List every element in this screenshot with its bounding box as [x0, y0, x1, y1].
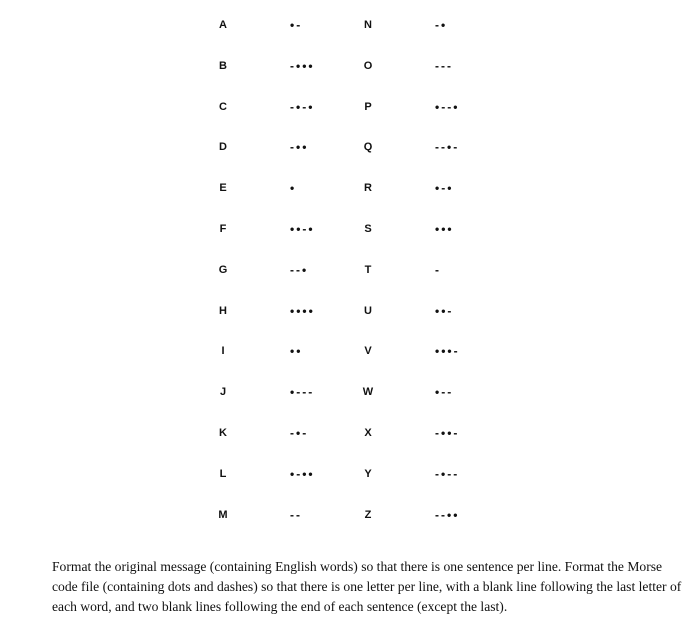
letter-right-cell: P [364, 100, 372, 113]
letter-left-cell: B [219, 59, 227, 72]
code-left-cell: •••• [290, 303, 315, 318]
letter-right-cell: W [362, 386, 374, 399]
letter-right-cell: N [364, 19, 372, 31]
letter-left-cell: G [218, 263, 228, 276]
letter-left-cell: H [219, 304, 227, 317]
code-left-cell: -•- [290, 426, 309, 440]
letter-left-cell: L [219, 467, 227, 480]
code-left-cell: •• [290, 344, 303, 359]
letter-right-cell: U [364, 304, 372, 317]
code-right-cell: •-- [435, 385, 454, 400]
letter-right-cell: S [364, 223, 372, 235]
letter-right-cell: T [364, 263, 372, 276]
morse-row [0, 56, 700, 76]
letter-right-cell: O [363, 59, 373, 72]
morse-row [0, 15, 700, 35]
morse-row [0, 382, 700, 402]
code-left-cell: ••-• [290, 222, 315, 236]
code-right-cell: - [435, 262, 441, 277]
morse-row [0, 341, 700, 361]
code-right-cell: --•• [435, 507, 460, 522]
code-right-cell: --- [435, 58, 453, 73]
code-right-cell: •-• [435, 181, 454, 196]
code-right-cell: ••• [435, 222, 454, 236]
code-left-cell: -- [290, 507, 302, 522]
morse-row [0, 260, 700, 280]
code-left-cell: -•• [290, 140, 309, 155]
morse-row [0, 464, 700, 484]
letter-left-cell: J [219, 386, 227, 399]
code-left-cell: • [290, 181, 297, 196]
code-left-cell: •-•• [290, 466, 315, 481]
morse-row [0, 423, 700, 443]
letter-left-cell: K [219, 427, 227, 439]
letter-left-cell: C [219, 100, 227, 113]
code-right-cell: -•-- [435, 466, 460, 481]
letter-left-cell: E [219, 182, 227, 195]
code-right-cell: •--• [435, 99, 460, 114]
letter-right-cell: V [364, 345, 372, 358]
letter-right-cell: R [364, 182, 372, 195]
code-left-cell: -••• [290, 58, 315, 73]
code-left-cell: -•-• [290, 99, 315, 114]
letter-left-cell: D [219, 141, 227, 154]
code-left-cell: --• [290, 262, 309, 277]
letter-right-cell: Z [364, 508, 372, 521]
code-left-cell: •--- [290, 385, 315, 400]
code-right-cell: -••- [435, 426, 460, 440]
morse-row [0, 178, 700, 198]
letter-left-cell: M [218, 508, 228, 521]
morse-row [0, 97, 700, 117]
letter-left-cell: I [221, 345, 225, 358]
morse-row [0, 137, 700, 157]
letter-left-cell: F [219, 223, 227, 235]
morse-row [0, 505, 700, 525]
code-right-cell: --•- [435, 140, 460, 155]
letter-left-cell: A [219, 19, 227, 31]
code-left-cell: •- [290, 18, 303, 32]
letter-right-cell: Y [364, 467, 372, 480]
morse-row [0, 301, 700, 321]
morse-row [0, 219, 700, 239]
code-right-cell: -• [435, 18, 448, 32]
letter-right-cell: X [364, 427, 372, 439]
instructions-paragraph: Format the original message (containing English words) so that there is one sentence per line. Format the Morse code file (containing dots and dashes) so that there is one letter per line, with a blank line following the last letter of each word, and two blank lines following the end of each sentence (except the last). [52, 559, 682, 614]
code-right-cell: ••- [435, 303, 454, 318]
code-right-cell: •••- [435, 344, 460, 359]
letter-right-cell: Q [363, 141, 373, 154]
